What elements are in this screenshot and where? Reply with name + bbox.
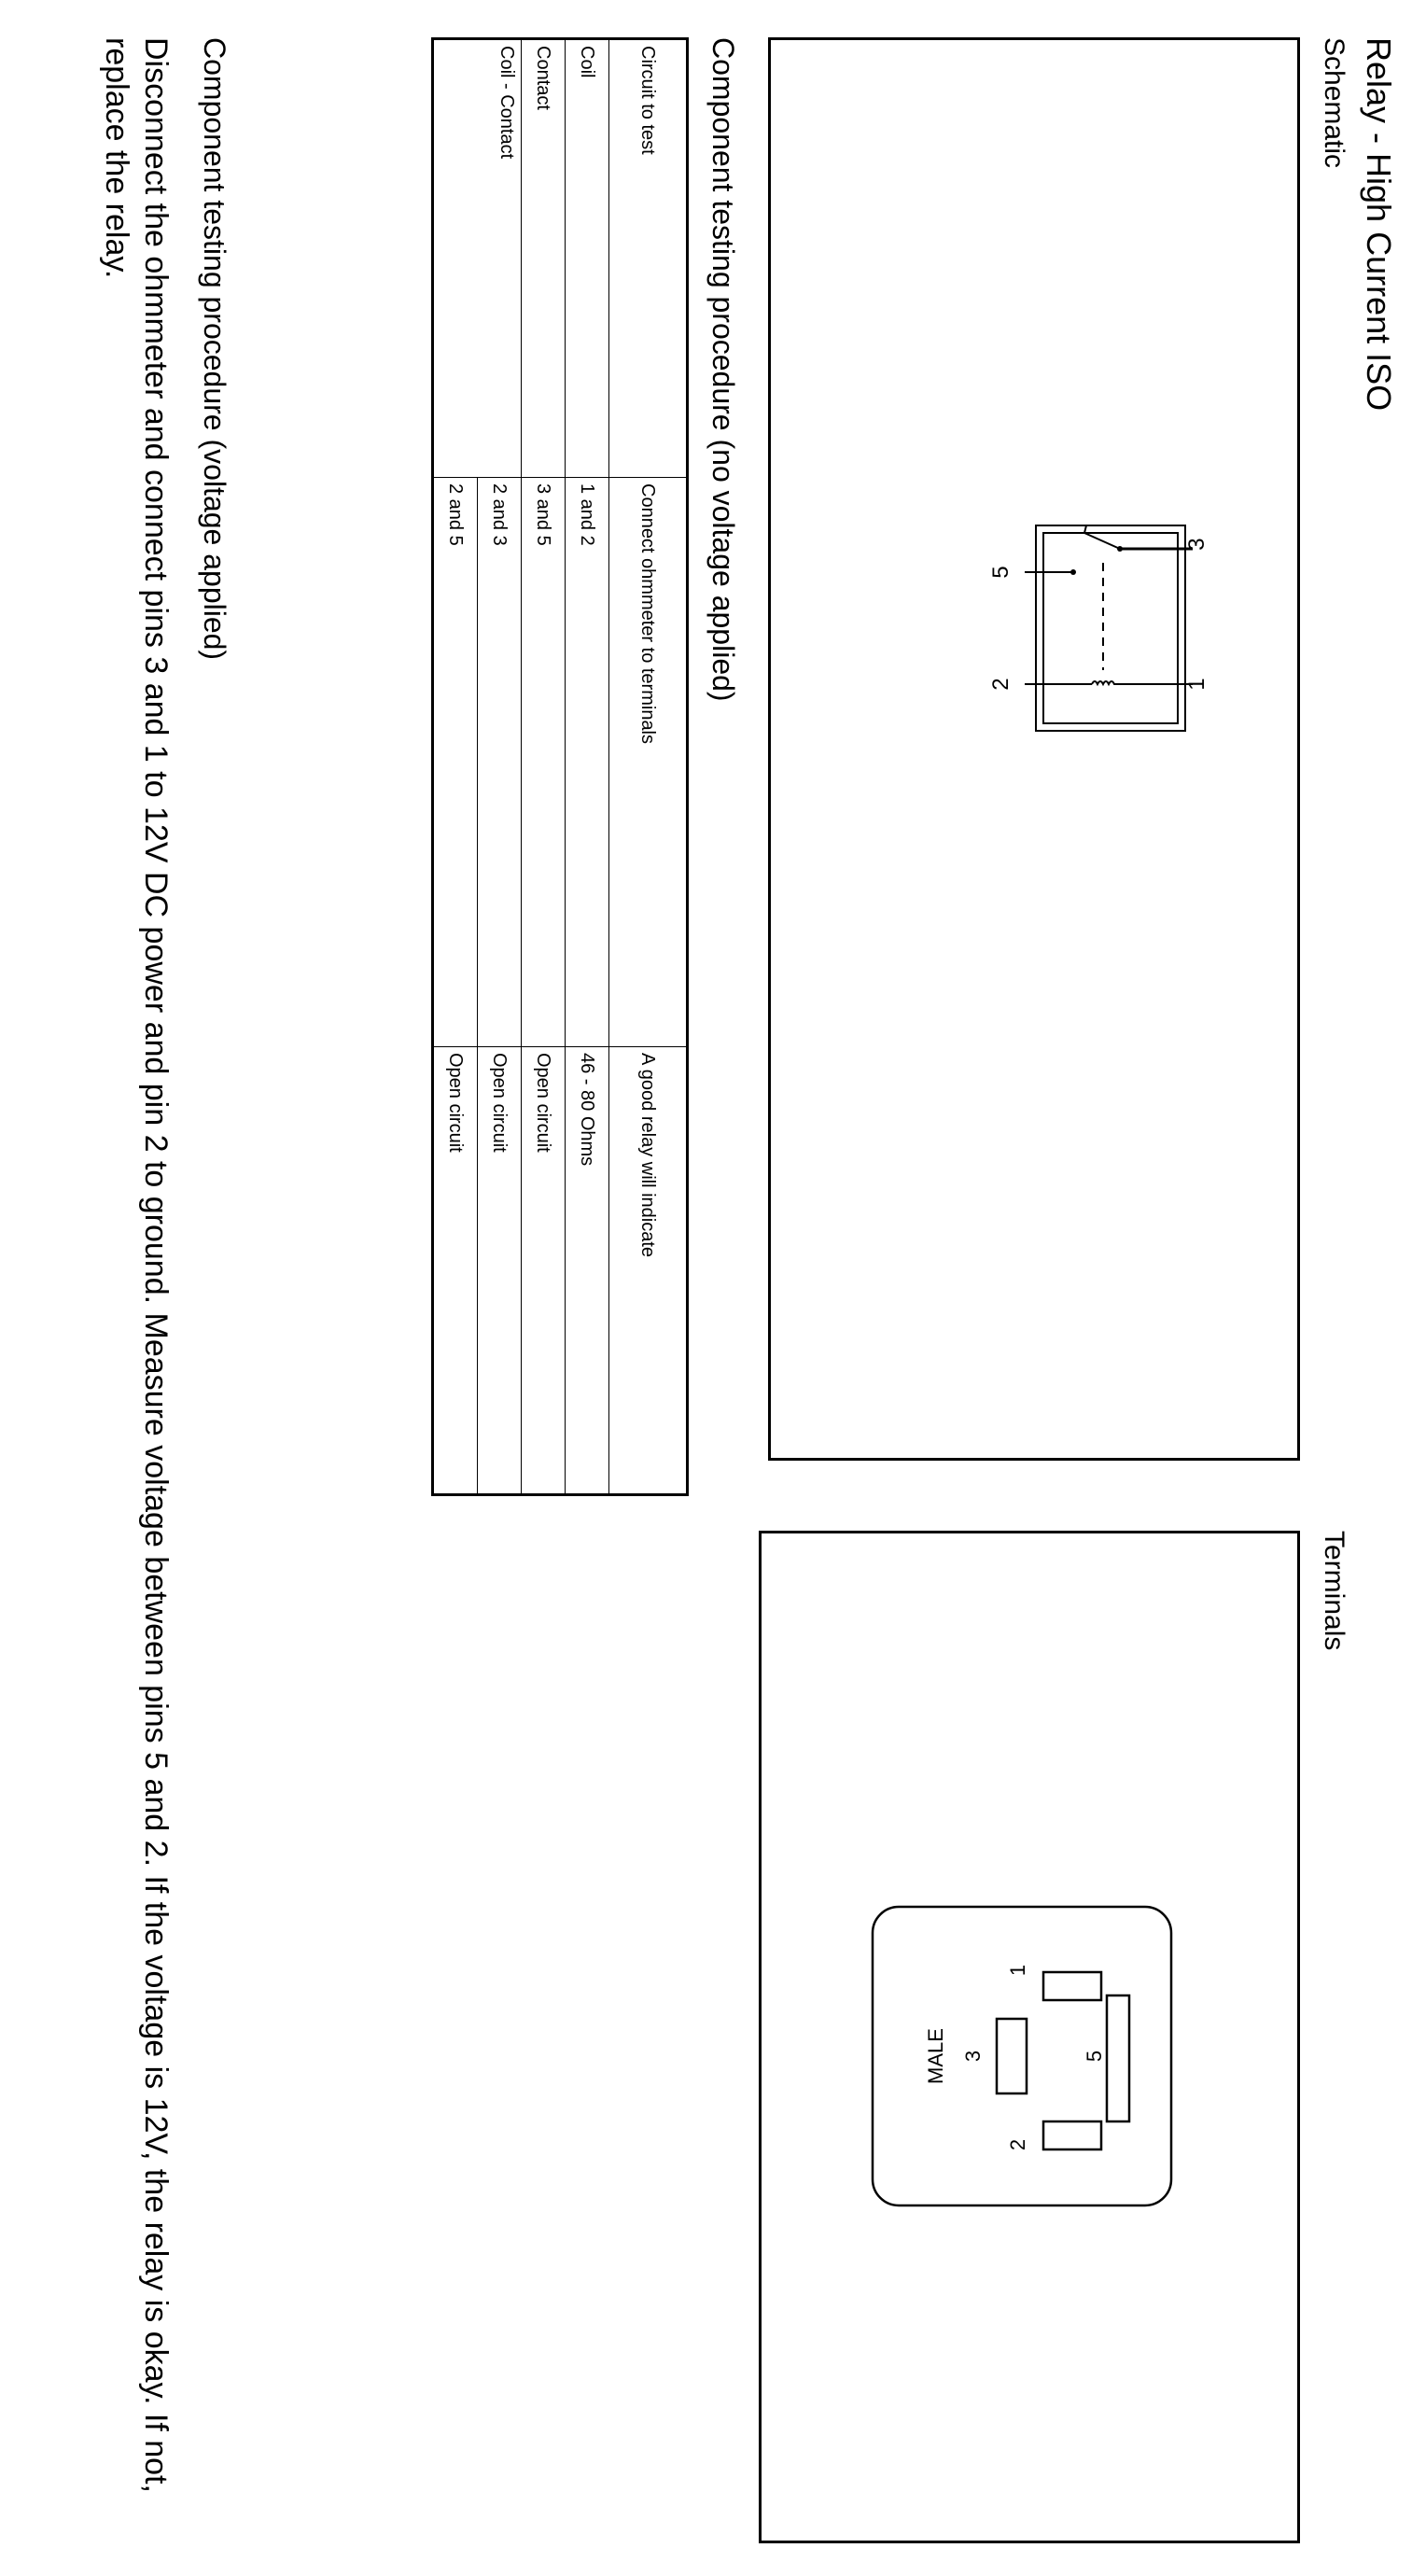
table-header-cell: Connect ohmmeter to terminals xyxy=(609,478,688,1047)
ohmmeter-test-table xyxy=(431,37,689,1496)
table-header-cell: A good relay will indicate xyxy=(609,1047,688,1495)
connector-pin-5: 5 xyxy=(1083,2050,1106,2063)
table-row xyxy=(522,39,566,1495)
table-cell: 3 and 5 xyxy=(522,478,566,1047)
connector-label: MALE xyxy=(924,2028,947,2084)
table-cell: 2 and 5 xyxy=(433,478,478,1047)
table-cell: 1 and 2 xyxy=(566,478,609,1047)
table-header-row xyxy=(609,39,688,1495)
schematic-pin-1: 1 xyxy=(1184,678,1209,691)
schematic-box xyxy=(768,37,1300,1461)
table-cell: Open circuit xyxy=(522,1047,566,1495)
connector-pin-3: 3 xyxy=(961,2050,985,2063)
page-title: Relay - High Current ISO xyxy=(1360,37,1398,412)
table-row xyxy=(566,39,609,1495)
schematic-pin-5: 5 xyxy=(988,566,1014,579)
table-cell: Open circuit xyxy=(433,1047,478,1495)
schematic-pin-2: 2 xyxy=(988,678,1014,691)
table-cell: Coil xyxy=(566,39,609,478)
relay-schematic-diagram xyxy=(771,40,1297,1458)
schematic-label: Schematic xyxy=(1319,37,1349,169)
table-cell: Contact xyxy=(522,39,566,478)
terminals-label: Terminals xyxy=(1319,1531,1349,1651)
table-cell: 46 - 80 Ohms xyxy=(566,1047,609,1495)
voltage-procedure-text: Disconnect the ohmmeter and connect pins 3 and 1 to 12V DC power and pin 2 to ground. Measure voltage between pins 5 and 2. If the voltage is 12V, the relay is okay. If not, replace the relay. xyxy=(99,37,174,2493)
table-row xyxy=(478,39,522,1495)
connector-terminal-diagram xyxy=(762,1533,1297,2541)
schematic-pin-3: 3 xyxy=(1184,538,1209,551)
terminals-box xyxy=(759,1531,1300,2543)
connector-pin-2: 2 xyxy=(1006,2138,1029,2151)
table-cell: Open circuit xyxy=(478,1047,522,1495)
connector-pin-1: 1 xyxy=(1006,1964,1029,1977)
no-voltage-heading: Component testing procedure (no voltage applied) xyxy=(706,37,740,702)
table-cell: 2 and 3 xyxy=(478,478,522,1047)
voltage-heading: Component testing procedure (voltage applied) xyxy=(198,37,231,661)
table-header-cell: Circuit to test xyxy=(609,39,688,478)
table-cell: Coil - Contact xyxy=(433,39,522,478)
